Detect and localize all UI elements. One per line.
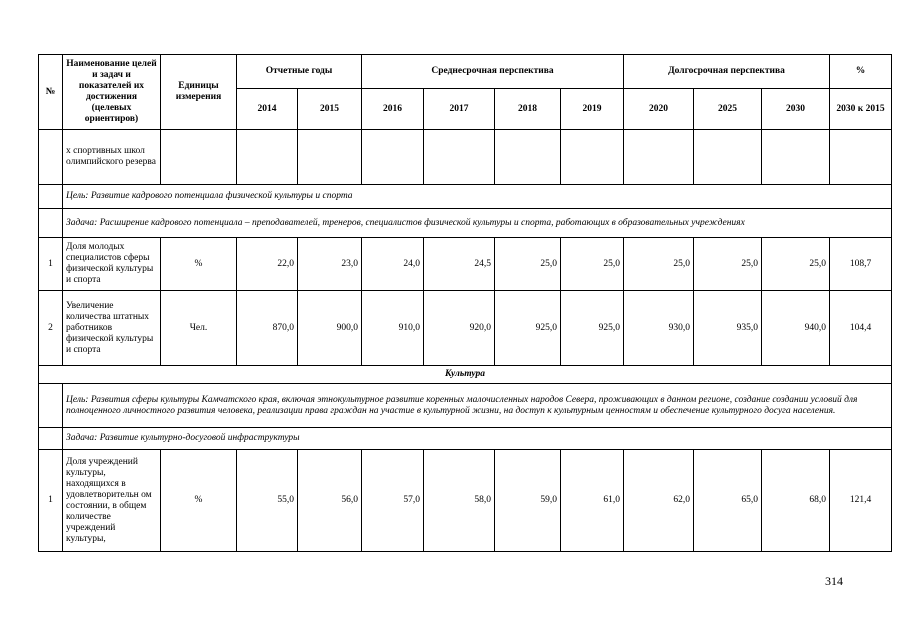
value-cell: 25,0	[624, 238, 694, 291]
goal-row	[39, 384, 892, 428]
header-year: 2030	[762, 89, 830, 130]
value-cell: 25,0	[694, 238, 762, 291]
task-row	[39, 209, 892, 238]
row-number: 1	[39, 450, 63, 552]
unit-cell: %	[161, 238, 237, 291]
percent-cell: 104,4	[830, 291, 892, 366]
task-row	[39, 428, 892, 450]
header-num: №	[39, 55, 63, 130]
value-cell: 900,0	[298, 291, 362, 366]
value-cell: 925,0	[495, 291, 561, 366]
unit-cell: Чел.	[161, 291, 237, 366]
value-cell: 55,0	[237, 450, 298, 552]
value-cell: 940,0	[762, 291, 830, 366]
header-year: 2020	[624, 89, 694, 130]
indicator-name: х спортивных школ олимпийского резерва	[63, 130, 161, 185]
header-name: Наименование целей и задач и показателей их достижения (целевых ориентиров)	[63, 55, 161, 130]
task-text: Задача: Развитие культурно-досуговой инфраструктуры	[63, 428, 892, 450]
header-unit: Единицы измерения	[161, 55, 237, 130]
value-cell: 24,0	[362, 238, 424, 291]
value-cell: 910,0	[362, 291, 424, 366]
indicator-name: Увеличение количества штатных работников физической культуры и спорта	[63, 291, 161, 366]
indicators-table	[38, 54, 892, 552]
value-cell: 920,0	[424, 291, 495, 366]
header-row-groups	[39, 55, 892, 89]
header-year: 2019	[561, 89, 624, 130]
row-number: 2	[39, 291, 63, 366]
header-year: 2017	[424, 89, 495, 130]
header-reported-years: Отчетные годы	[237, 55, 362, 89]
goal-text: Цель: Развития сферы культуры Камчатского края, включая этнокультурное развитие коренных малочисленных народов Севера, проживающих в данном регионе, создание создании условий для полноценного личностного развития человека, реализации права граждан на участие в культурной жизни, на доступ к культурным ценностям и обеспечение культурного досуга населения.	[63, 384, 892, 428]
table-row	[39, 291, 892, 366]
value-cell: 24,5	[424, 238, 495, 291]
header-percent: %	[830, 55, 892, 89]
value-cell: 62,0	[624, 450, 694, 552]
value-cell: 68,0	[762, 450, 830, 552]
unit-cell: %	[161, 450, 237, 552]
value-cell: 870,0	[237, 291, 298, 366]
percent-cell: 108,7	[830, 238, 892, 291]
header-year: 2015	[298, 89, 362, 130]
value-cell: 65,0	[694, 450, 762, 552]
header-year: 2016	[362, 89, 424, 130]
section-row	[39, 366, 892, 384]
header-year: 2025	[694, 89, 762, 130]
value-cell: 930,0	[624, 291, 694, 366]
section-title: Культура	[39, 366, 892, 384]
value-cell: 58,0	[424, 450, 495, 552]
row-number: 1	[39, 238, 63, 291]
header-mid-term: Среднесрочная перспектива	[362, 55, 624, 89]
task-text: Задача: Расширение кадрового потенциала – преподавателей, тренеров, специалистов физической культуры и спорта, работающих в образовательных учреждениях	[63, 209, 892, 238]
value-cell: 56,0	[298, 450, 362, 552]
value-cell: 59,0	[495, 450, 561, 552]
percent-cell: 121,4	[830, 450, 892, 552]
value-cell: 22,0	[237, 238, 298, 291]
goal-text: Цель: Развитие кадрового потенциала физической культуры и спорта	[63, 185, 892, 209]
header-long-term: Долгосрочная перспектива	[624, 55, 830, 89]
value-cell: 61,0	[561, 450, 624, 552]
page-number: 314	[825, 574, 843, 588]
header-year: 2018	[495, 89, 561, 130]
value-cell: 57,0	[362, 450, 424, 552]
goal-row	[39, 185, 892, 209]
value-cell: 25,0	[762, 238, 830, 291]
value-cell: 25,0	[561, 238, 624, 291]
value-cell: 925,0	[561, 291, 624, 366]
value-cell: 935,0	[694, 291, 762, 366]
header-year: 2014	[237, 89, 298, 130]
table-row	[39, 130, 892, 185]
table-row	[39, 238, 892, 291]
value-cell: 25,0	[495, 238, 561, 291]
value-cell: 23,0	[298, 238, 362, 291]
indicator-name: Доля учреждений культуры, находящихся в удовлетворительн ом состоянии, в общем количестве учреждений культуры,	[63, 450, 161, 552]
header-percent-sub: 2030 к 2015	[830, 89, 892, 130]
table-row	[39, 450, 892, 552]
indicator-name: Доля молодых специалистов сферы физической культуры и спорта	[63, 238, 161, 291]
